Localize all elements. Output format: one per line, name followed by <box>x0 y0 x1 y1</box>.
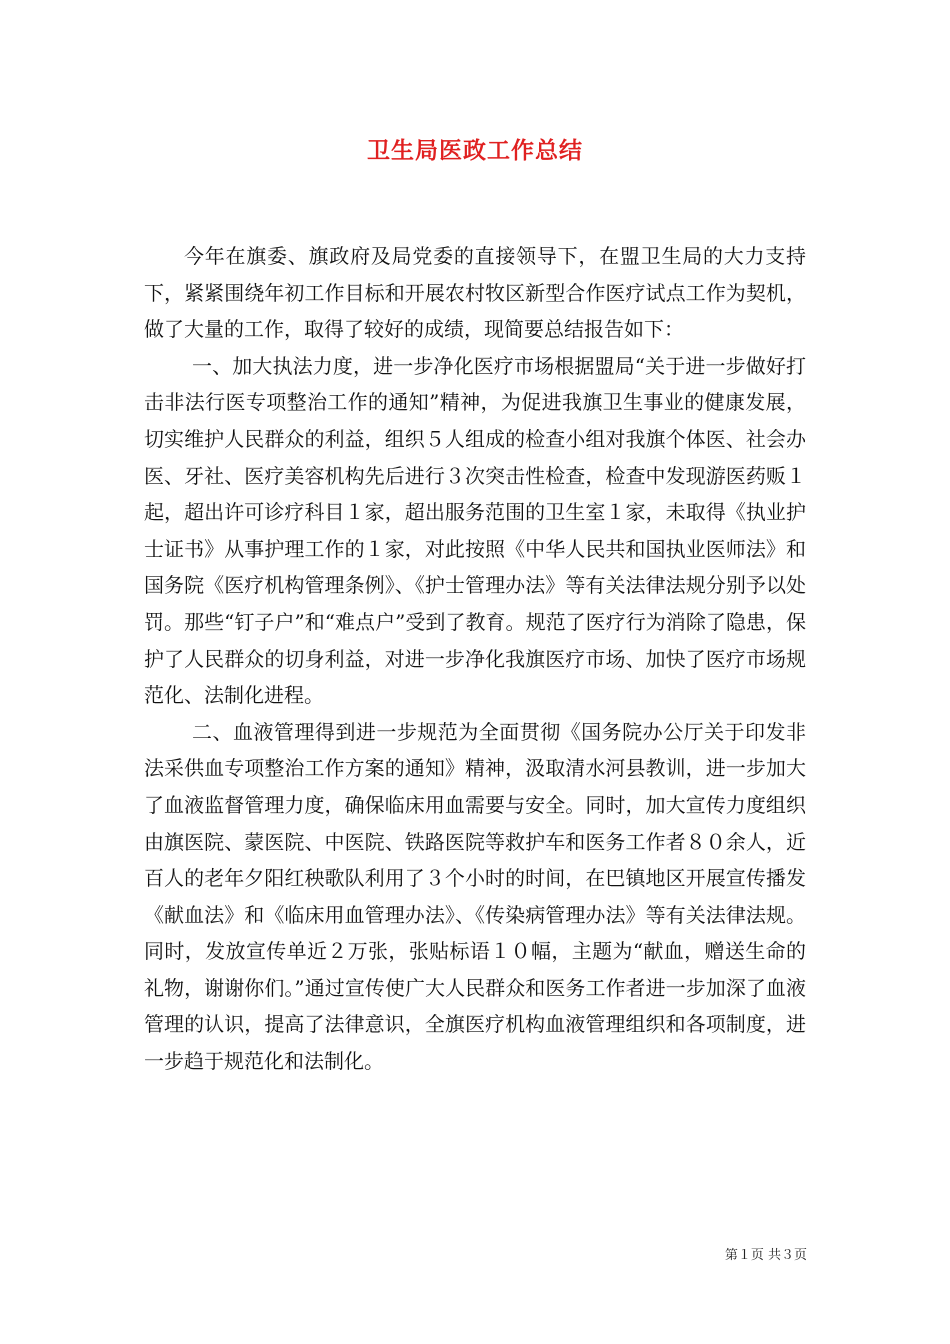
document-title: 卫生局医政工作总结 <box>367 137 583 164</box>
paragraph-intro: 今年在旗委、旗政府及局党委的直接领导下，在盟卫生局的大力支持下，紧紧围绕年初工作目标和开展农村牧区新型合作医疗试点工作为契机，做了大量的工作，取得了较好的成绩，现简要总结报告如下： <box>144 244 806 342</box>
document-body <box>144 238 806 1080</box>
page-number: 第１页 共３页 <box>724 1248 807 1263</box>
paragraph-section-2: 二、血液管理得到进一步规范为全面贯彻《国务院办公厅关于印发非法采供血专项整治工作方案的通知》精神，汲取清水河县教训，进一步加大了血液监督管理力度，确保临床用血需要与安全。同时，加大宣传力度组织由旗医院、蒙医院、中医院、铁路医院等救护车和医务工作者８０余人，近百人的老年夕阳红秧歌队利用了３个小时的时间，在巴镇地区开展宣传播发《献血法》和《临床用血管理办法》、《传染病管理办法》等有关法律法规。同时，发放宣传单近２万张，张贴标语１０幅，主题为“献血，赠送生命的礼物，谢谢你们。”通过宣传使广大人民群众和医务工作者进一步加深了血液管理的认识，提高了法律意识，全旗医疗机构血液管理组织和各项制度，进一步趋于规范化和法制化。 <box>144 719 806 1074</box>
paragraph-section-1: 一、加大执法力度，进一步净化医疗市场根据盟局“关于进一步做好打击非法行医专项整治工作的通知”精神，为促进我旗卫生事业的健康发展，切实维护人民群众的利益，组织５人组成的检查小组对我旗个体医、社会办医、牙社、医疗美容机构先后进行３次突击性检查，检查中发现游医药贩１起，超出许可诊疗科目１家，超出服务范围的卫生室１家，未取得《执业护士证书》从事护理工作的１家，对此按照《中华人民共和国执业医师法》和国务院《医疗机构管理条例》、《护士管理办法》等有关法律法规分别予以处罚。那些“钉子户”和“难点户”受到了教育。规范了医疗行为消除了隐患，保护了人民群众的切身利益，对进一步净化我旗医疗市场、加快了医疗市场规范化、法制化进程。 <box>144 353 806 708</box>
